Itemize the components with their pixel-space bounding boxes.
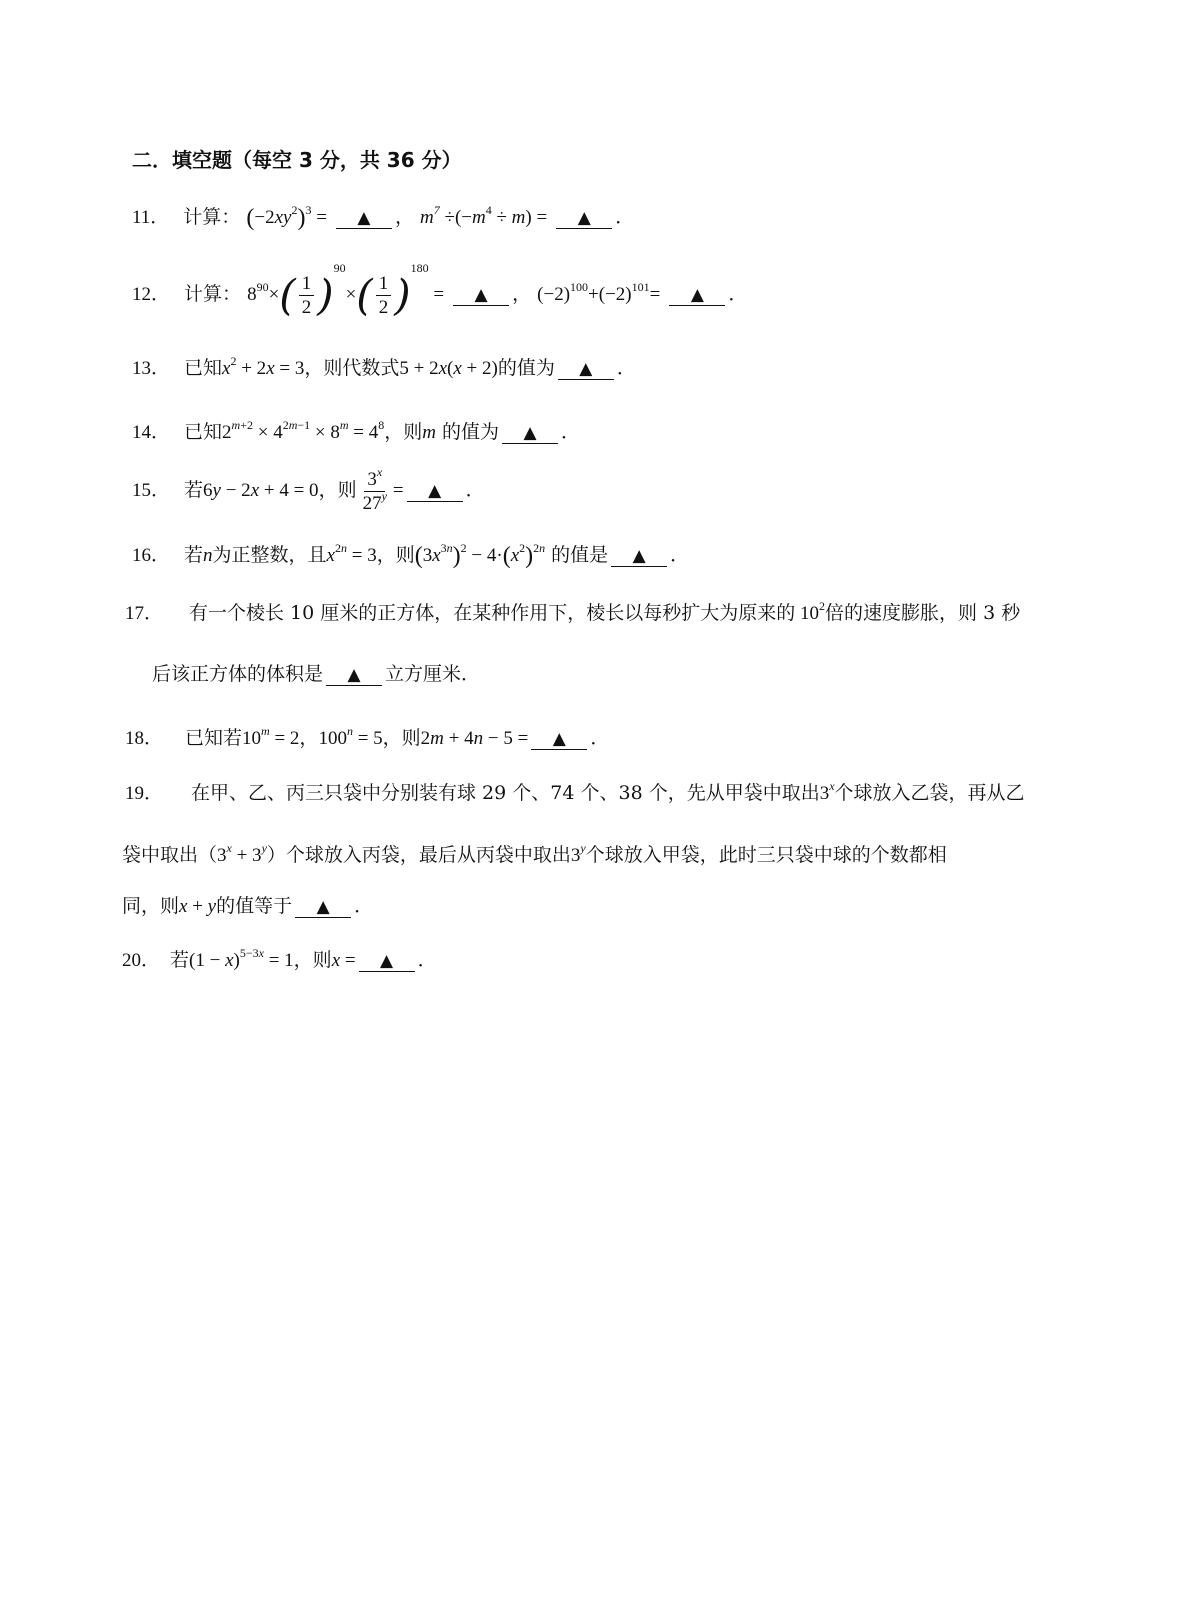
answer-blank[interactable]: ▲ [407, 480, 463, 502]
question-text: 立方厘米． [385, 663, 481, 685]
expression: 3$^y$ [570, 841, 586, 866]
expression: $x^2 + 2x = 3$ [222, 354, 305, 379]
question-text: ，则 [382, 727, 421, 749]
period: ． [615, 206, 635, 228]
question-17-continued [152, 664, 480, 686]
answer-blank[interactable]: ▲ [611, 545, 667, 567]
question-prefix: 计算： [183, 206, 241, 228]
question-text: ）个球放入丙袋，最后从丙袋中取出 [266, 844, 571, 866]
question-prefix: 若 [170, 949, 190, 971]
answer-blank[interactable]: ▲ [295, 896, 351, 918]
expression: $3^x + 3^y$ [217, 841, 267, 866]
question-text: 的值为 [497, 357, 555, 379]
question-prefix: 若 [184, 478, 204, 501]
answer-blank[interactable]: ▲ [558, 358, 614, 380]
expression: $x^{2n} = 3$ [326, 541, 377, 566]
expression: $(-2xy^2)^3$ = [246, 203, 327, 231]
question-17 [125, 599, 1021, 624]
question-number: 12． [132, 284, 171, 305]
question-text: 的值为 [442, 421, 500, 443]
expression: x = [331, 950, 356, 971]
separator: ， [394, 206, 414, 228]
answer-blank[interactable]: ▲ [326, 664, 382, 686]
expression: $(3x^{3n})^2 - 4\cdot(x^2)^{2n}$ [414, 541, 546, 569]
question-20 [122, 946, 437, 972]
question-19 [125, 779, 1025, 804]
question-text: 袋中取出（ [122, 844, 218, 866]
expression: $10^2$ [795, 599, 826, 624]
period: ． [590, 727, 610, 749]
question-text: ，则 [318, 478, 357, 501]
question-prefix: 已知若 [185, 727, 243, 749]
question-text: 倍的速度膨胀，则 3 秒 [825, 602, 1021, 624]
expression: $8^{90}\times$( $\frac{1}{2}$ )$^{90}$×( $\frac{1}{2}$ )$^{180}$ = [247, 261, 445, 320]
expression: $(-2)^{100}+(-2)^{101}=$ [537, 280, 661, 305]
period: ． [728, 283, 748, 305]
question-number: 14． [132, 422, 171, 443]
expression: 3$^x$ [819, 779, 835, 804]
question-number: 13． [132, 358, 171, 379]
question-number: 20． [122, 950, 161, 971]
separator: ， [299, 727, 319, 749]
question-prefix: 已知 [184, 421, 223, 443]
period: ． [670, 544, 690, 566]
period: ． [417, 949, 437, 971]
expression: $100^n = 5$ [318, 724, 383, 749]
expression: $\frac{3^x}{27^y}$ = [362, 465, 404, 514]
variable: m [422, 422, 437, 443]
question-text: 的值等于 [216, 895, 293, 917]
question-number: 19． [125, 783, 164, 804]
answer-blank[interactable]: ▲ [336, 207, 392, 229]
expression: $10^m = 2$ [242, 724, 300, 749]
expression: $m^7 \div(-m^4 \div m)$ = [420, 203, 548, 228]
question-16 [132, 541, 690, 569]
expression: 2m + 4n − 5 = [420, 728, 529, 749]
question-text: ，则 [384, 421, 423, 443]
question-12 [132, 261, 748, 320]
expression: x + y [179, 896, 217, 917]
question-14 [132, 418, 581, 444]
expression: $(1 - x)^{5-3x} = 1$ [189, 946, 294, 971]
question-19-continued [122, 841, 947, 866]
answer-blank[interactable]: ▲ [359, 950, 415, 972]
answer-blank[interactable]: ▲ [502, 422, 558, 444]
expression: 6y − 2x + 4 = 0 [203, 479, 319, 501]
question-text: ，则 [376, 544, 415, 566]
question-text: 后该正方体的体积是 [152, 663, 324, 685]
expression: $2^{m+2} \times 4^{2m-1} \times 8^m = 4^8$ [222, 418, 385, 443]
answer-blank[interactable]: ▲ [669, 284, 725, 306]
question-15 [132, 465, 485, 514]
question-text: ，则 [293, 949, 332, 971]
question-text: 个球放入甲袋，此时三只袋中球的个数都相 [585, 844, 947, 866]
period: ． [561, 421, 581, 443]
separator: ， [512, 283, 532, 305]
period: ． [354, 895, 374, 917]
period: ． [465, 478, 485, 501]
answer-blank[interactable]: ▲ [556, 207, 612, 229]
question-text: 同，则 [122, 895, 180, 917]
question-number: 15． [132, 479, 171, 501]
question-11 [132, 203, 635, 231]
question-text: 个球放入乙袋，再从乙 [834, 782, 1025, 804]
question-text: 为正整数，且 [212, 544, 327, 566]
expression: 5 + 2x(x + 2) [399, 358, 498, 379]
section-title: 二．填空题（每空 3 分，共 36 分） [132, 148, 462, 172]
question-text: ，则代数式 [304, 357, 400, 379]
question-prefix: 计算： [184, 283, 242, 305]
question-text: 在甲、乙、丙三只袋中分别装有球 29 个、74 个、38 个，先从甲袋中取出 [191, 782, 820, 804]
answer-blank[interactable]: ▲ [531, 728, 587, 750]
answer-blank[interactable]: ▲ [453, 284, 509, 306]
period: ． [616, 357, 636, 379]
question-prefix: 若 [184, 544, 204, 566]
question-number: 11． [132, 207, 170, 228]
question-19-continued-2 [122, 896, 373, 918]
question-number: 17． [125, 603, 164, 624]
question-text: 有一个棱长 10 厘米的正方体，在某种作用下，棱长以每秒扩大为原来的 [189, 602, 796, 624]
question-prefix: 已知 [184, 357, 223, 379]
question-number: 18． [125, 728, 164, 749]
question-number: 16． [132, 545, 171, 566]
question-text: 的值是 [551, 544, 609, 566]
variable: n [203, 545, 213, 566]
question-18 [125, 724, 610, 750]
question-13 [132, 354, 636, 380]
